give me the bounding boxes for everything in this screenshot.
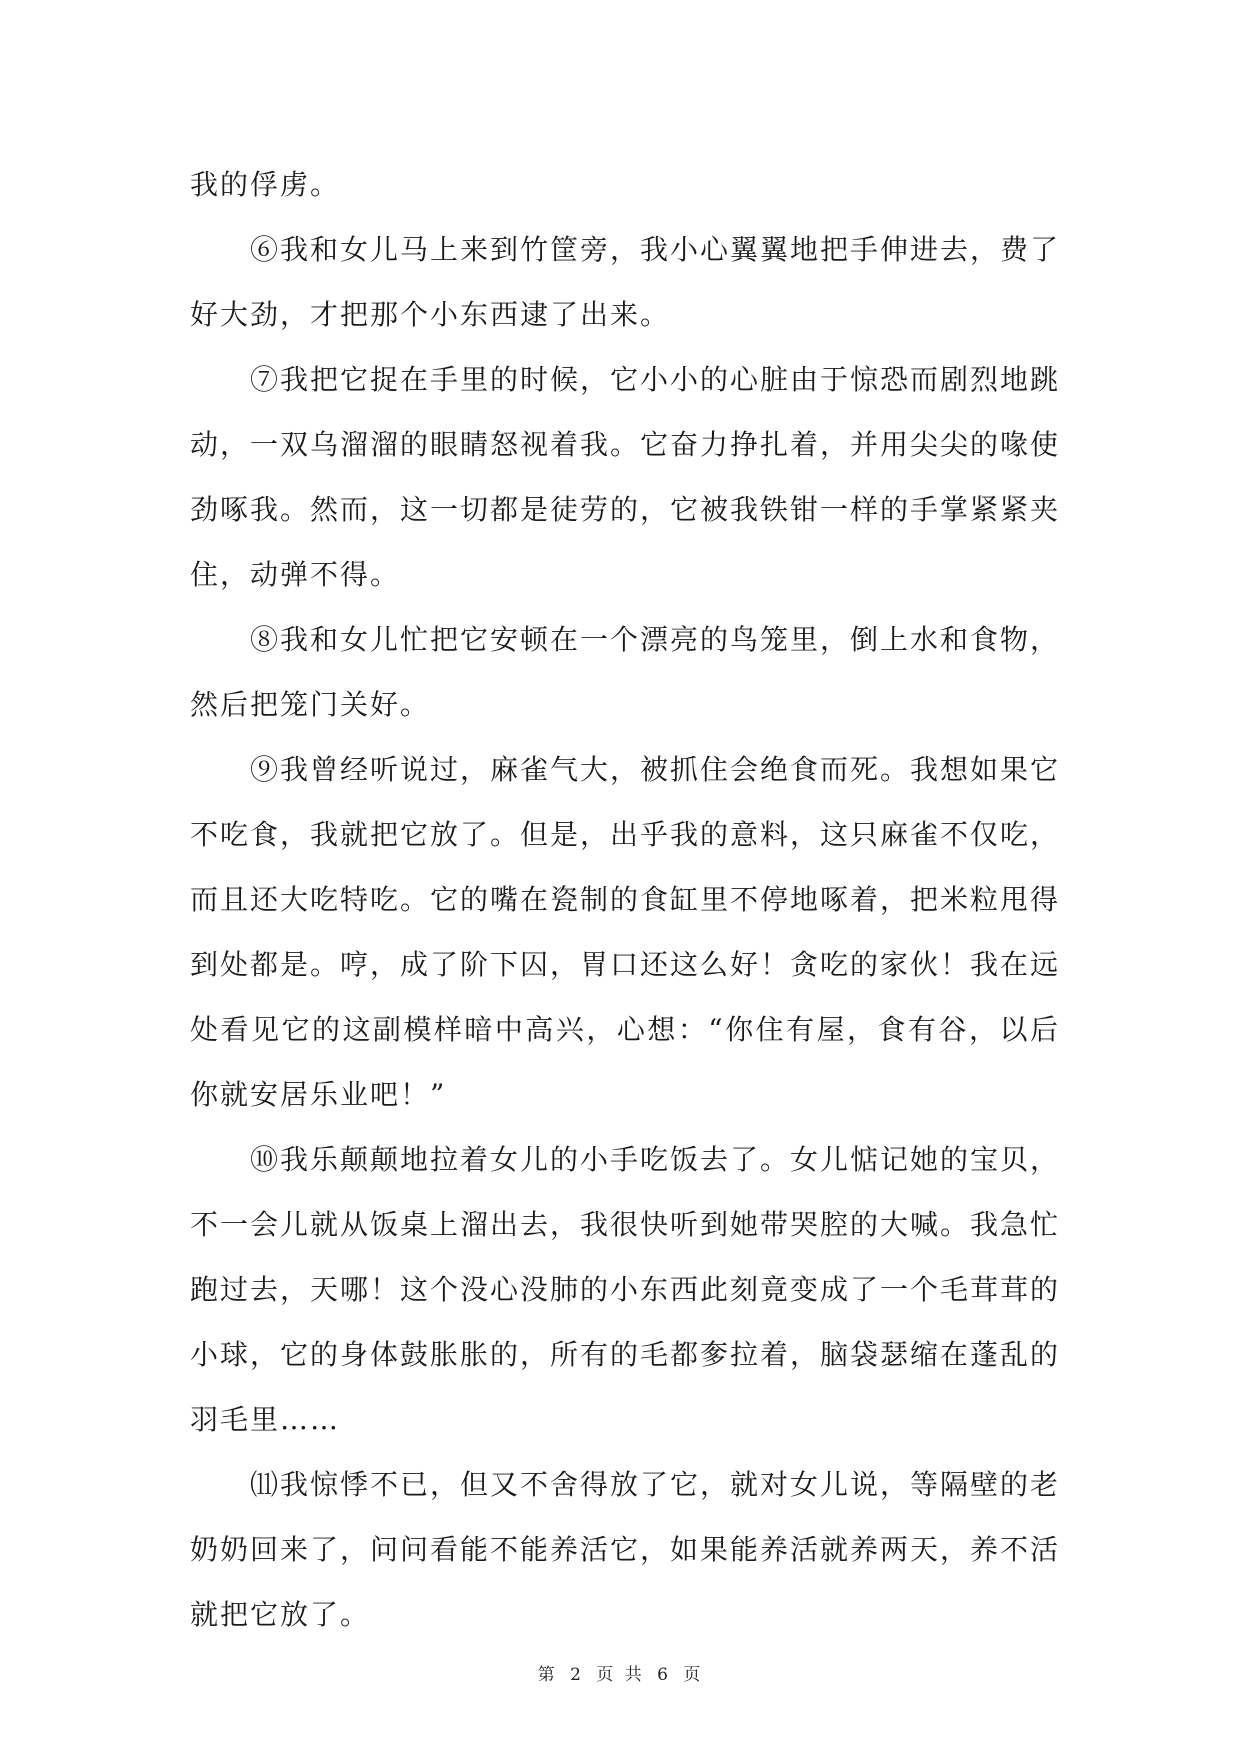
paragraph-11: ⑾我惊悸不已，但又不舍得放了它，就对女儿说，等隔壁的老奶奶回来了，问问看能不能养活它，如果能养活就养两天，养不活就把它放了。 xyxy=(190,1468,1061,1631)
footer-prefix: 第 xyxy=(537,1665,558,1685)
footer-middle: 页 共 xyxy=(596,1665,645,1685)
footer-current-page: 2 xyxy=(570,1665,584,1685)
paragraph-6: ⑥我和女儿马上来到竹筐旁，我小心翼翼地把手伸进去，费了好大劲，才把那个小东西逮了出来。 xyxy=(190,233,1061,331)
page-footer xyxy=(0,1660,1241,1685)
paragraph-continuation: 我的俘虏。 xyxy=(190,168,341,201)
footer-suffix: 页 xyxy=(683,1665,704,1685)
paragraph-9: ⑨我曾经听说过，麻雀气大，被抓住会绝食而死。我想如果它不吃食，我就把它放了。但是，出乎我的意料，这只麻雀不仅吃，而且还大吃特吃。它的嘴在瓷制的食缸里不停地啄着，把米粒甩得到处都是。哼，成了阶下囚，胃口还这么好！贪吃的家伙！我在远处看见它的这副模样暗中高兴，心想：“你住有屋，食有谷，以后你就安居乐业吧！” xyxy=(190,753,1061,1111)
footer-total-pages: 6 xyxy=(657,1665,671,1685)
document-body xyxy=(190,152,1060,1647)
paragraph-7: ⑦我把它捉在手里的时候，它小小的心脏由于惊恐而剧烈地跳动，一双乌溜溜的眼睛怒视着我。它奋力挣扎着，并用尖尖的喙使劲啄我。然而，这一切都是徒劳的，它被我铁钳一样的手掌紧紧夹住，动弹不得。 xyxy=(190,363,1061,591)
paragraph-8: ⑧我和女儿忙把它安顿在一个漂亮的鸟笼里，倒上水和食物，然后把笼门关好。 xyxy=(190,623,1061,721)
paragraph-10: ⑩我乐颠颠地拉着女儿的小手吃饭去了。女儿惦记她的宝贝，不一会儿就从饭桌上溜出去，我很快听到她带哭腔的大喊。我急忙跑过去，天哪！这个没心没肺的小东西此刻竟变成了一个毛茸茸的小球，它的身体鼓胀胀的，所有的毛都奓拉着，脑袋瑟缩在蓬乱的羽毛里…… xyxy=(190,1143,1061,1436)
